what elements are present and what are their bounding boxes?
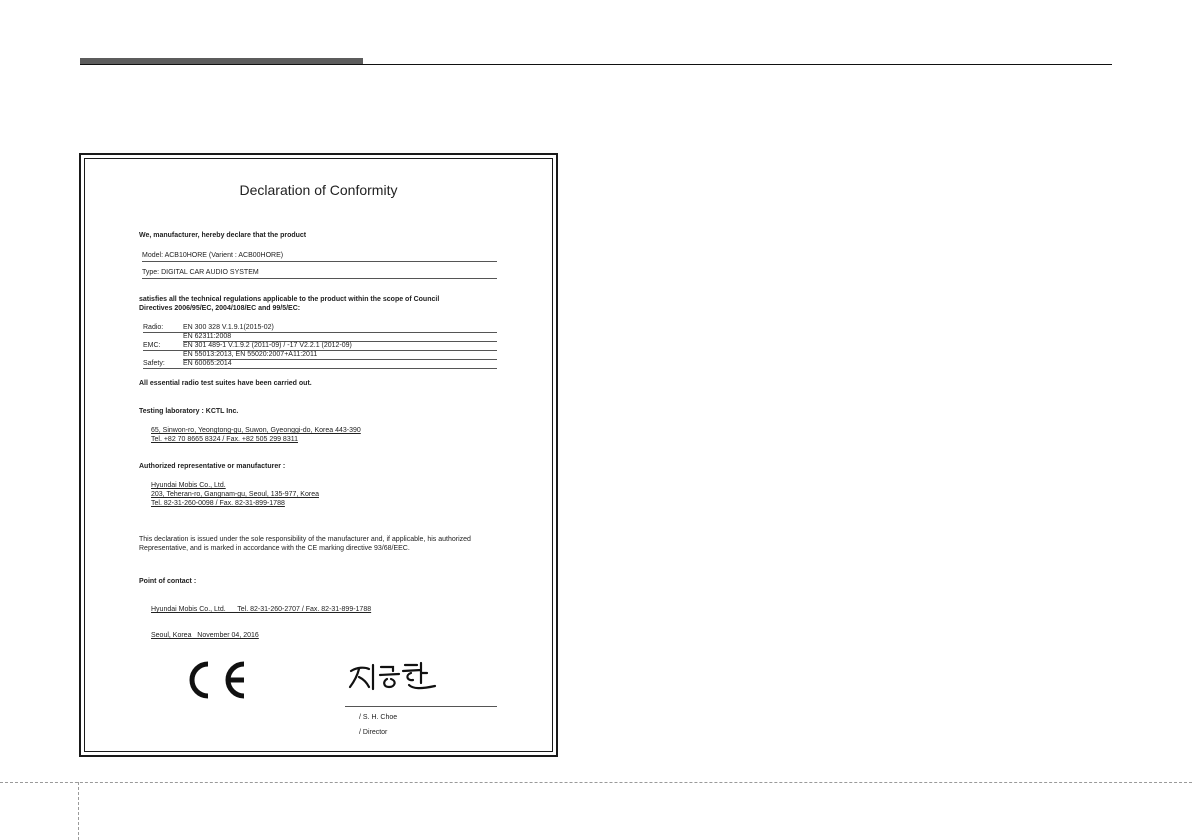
safety-standard-1: EN 60065:2014 [183,360,232,367]
declaration-document [79,153,558,757]
authorized-tel: Tel. 82-31-260-0098 / Fax. 82-31-899-1788 [151,500,285,507]
radio-label: Radio: [143,324,164,331]
type-underline [142,278,497,279]
model-underline [142,261,497,262]
signatory-title: / Director [359,729,388,736]
declaration-line-2: Representative, and is marked in accordance with the CE marking directive 93/68/EEC. [139,545,410,552]
handwritten-signature [347,659,439,693]
safety-underline [143,368,497,369]
document-title: Declaration of Conformity [239,182,398,198]
testing-lab-heading: Testing laboratory : KCTL Inc. [139,408,239,415]
contact-line: Hyundai Mobis Co., Ltd. Tel. 82-31-260-2707 / Fax. 82-31-899-1788 [151,606,372,613]
radio-standard-1: EN 300 328 V.1.9.1(2015-02) [183,324,274,331]
header-rule [80,64,1112,65]
declaration-line-1: This declaration is issued under the sole responsibility of the manufacturer and, if applicable, his authorized [139,536,471,543]
authorized-address: 203, Teheran-ro, Gangnam-gu, Seoul, 135-977, Korea [151,491,319,498]
intro-text: We, manufacturer, hereby declare that the product [139,232,307,239]
model-line: Model: ACB10HORE (Varient : ACB00HORE) [142,252,284,259]
footer-margin-divider [78,782,79,840]
type-line: Type: DIGITAL CAR AUDIO SYSTEM [142,269,259,276]
signatory-name: / S. H. Choe [359,714,398,721]
satisfies-line-2: Directives 2006/95/EC, 2004/108/EC and 99/5/EC: [139,305,301,312]
radio-standard-2: EN 62311:2008 [183,333,232,340]
testing-lab-address: 65, Sinwon-ro, Yeongtong-gu, Suwon, Gyeonggi-do, Korea 443-390 [151,427,361,434]
authorized-name: Hyundai Mobis Co., Ltd. [151,482,226,489]
contact-heading: Point of contact : [139,578,197,585]
place-date: Seoul, Korea November 04, 2016 [151,632,259,639]
testing-lab-tel: Tel. +82 70 8665 8324 / Fax. +82 505 299 8311 [151,436,298,443]
emc-label: EMC: [143,342,161,349]
satisfies-line-1: satisfies all the technical regulations applicable to the product within the scope of Council [139,296,440,303]
radio-tests-statement: All essential radio test suites have been carried out. [139,380,312,387]
footer-divider [0,782,1192,783]
document-inner-border [84,158,553,752]
signature-line [345,706,497,707]
ce-mark-logo [178,660,252,700]
emc-standard-2: EN 55013:2013, EN 55020:2007+A11:2011 [183,351,318,358]
authorized-heading: Authorized representative or manufacturer : [139,463,286,470]
safety-label: Safety: [143,360,165,367]
emc-standard-1: EN 301 489-1 V.1.9.2 (2011-09) / -17 V2.2.1 (2012-09) [183,342,352,349]
